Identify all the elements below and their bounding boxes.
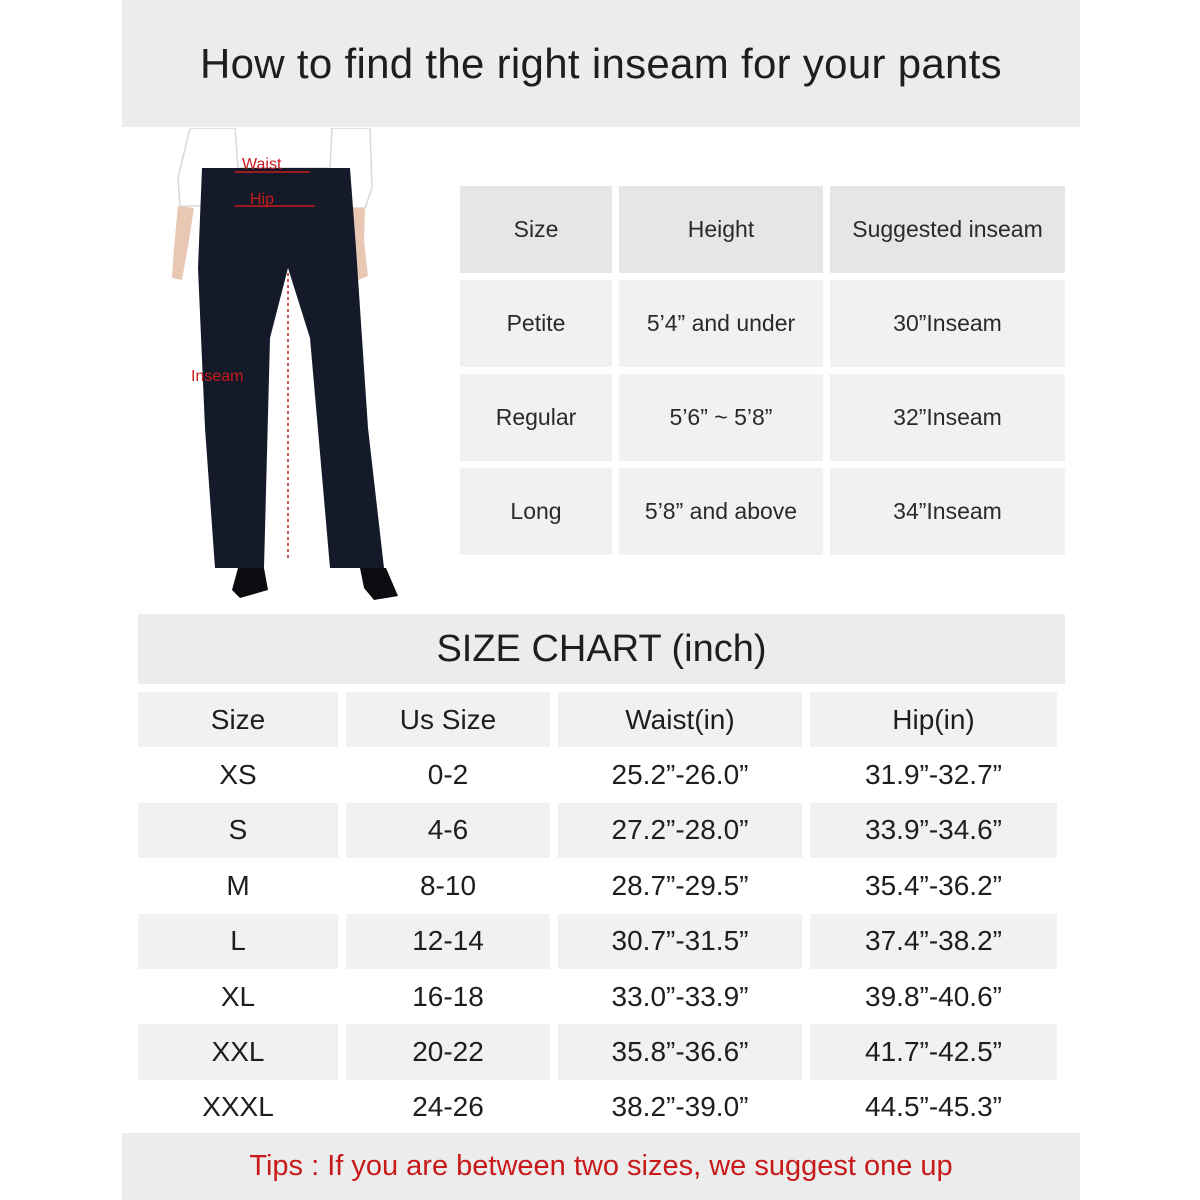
table-row [138, 858, 1065, 913]
size-chart-table [138, 692, 1065, 1135]
us-size-cell: 20-22 [346, 1024, 550, 1079]
table-row [138, 1024, 1065, 1079]
inseam-header-suggested: Suggested inseam [830, 186, 1065, 273]
header-banner [122, 0, 1080, 127]
inseam-cell: 34”Inseam [830, 468, 1065, 555]
us-size-cell: 24-26 [412, 1091, 484, 1123]
waist-cell: 33.0”-33.9” [611, 980, 749, 1012]
waist-cell: 30.7”-31.5” [558, 914, 802, 969]
table-row [138, 969, 1065, 1024]
hip-cell: 44.5”-45.3” [865, 1091, 1002, 1123]
inseam-cell: 32”Inseam [830, 374, 1065, 461]
hip-label: Hip [250, 191, 275, 208]
waist-cell: 28.7”-29.5” [611, 869, 749, 901]
waist-cell: 25.2”-26.0” [611, 759, 749, 791]
model-illustration [160, 128, 410, 608]
size-header-hip: Hip(in) [810, 692, 1057, 747]
inseam-table [460, 186, 1065, 562]
size-chart-title: SIZE CHART (inch) [138, 614, 1065, 684]
waist-label: Waist [242, 156, 282, 173]
table-row [138, 747, 1065, 802]
inseam-cell: Petite [460, 280, 612, 367]
hip-cell: 37.4”-38.2” [810, 914, 1057, 969]
us-size-cell: 16-18 [412, 980, 484, 1012]
hip-cell: 39.8”-40.6” [865, 980, 1002, 1012]
table-row [138, 803, 1065, 858]
inseam-header-row [460, 186, 1065, 273]
inseam-header-height: Height [619, 186, 823, 273]
size-header-waist: Waist(in) [558, 692, 802, 747]
inseam-cell: 30”Inseam [830, 280, 1065, 367]
size-header-row [138, 692, 1065, 747]
size-header-size: Size [138, 692, 338, 747]
inseam-cell: Regular [460, 374, 612, 461]
table-row [138, 1080, 1065, 1135]
hip-cell: 31.9”-32.7” [865, 759, 1002, 791]
hip-cell: 41.7”-42.5” [810, 1024, 1057, 1079]
us-size-cell: 12-14 [346, 914, 550, 969]
inseam-cell: Long [460, 468, 612, 555]
us-size-cell: 4-6 [346, 803, 550, 858]
inseam-row-long [460, 468, 1065, 555]
waist-cell: 35.8”-36.6” [558, 1024, 802, 1079]
size-cell: XXXL [202, 1091, 274, 1123]
inseam-cell: 5’8” and above [619, 468, 823, 555]
inseam-label: Inseam [191, 368, 244, 385]
waist-cell: 38.2”-39.0” [611, 1091, 749, 1123]
size-cell: XL [220, 980, 256, 1012]
page-title: How to find the right inseam for your pants [200, 39, 1002, 87]
size-cell: S [138, 803, 338, 858]
size-cell: XXL [138, 1024, 338, 1079]
hip-cell: 33.9”-34.6” [810, 803, 1057, 858]
tips-banner: Tips : If you are between two sizes, we suggest one up [122, 1133, 1080, 1200]
us-size-cell: 8-10 [419, 869, 477, 901]
inseam-header-size: Size [460, 186, 612, 273]
hip-cell: 35.4”-36.2” [865, 869, 1002, 901]
inseam-cell: 5’6” ~ 5’8” [619, 374, 823, 461]
size-cell: M [226, 869, 250, 901]
inseam-row-petite [460, 280, 1065, 367]
us-size-cell: 0-2 [427, 759, 469, 791]
waist-cell: 27.2”-28.0” [558, 803, 802, 858]
size-header-us-size: Us Size [346, 692, 550, 747]
inseam-row-regular [460, 374, 1065, 461]
table-row [138, 914, 1065, 969]
size-cell: L [138, 914, 338, 969]
inseam-cell: 5’4” and under [619, 280, 823, 367]
size-cell: XS [219, 759, 257, 791]
